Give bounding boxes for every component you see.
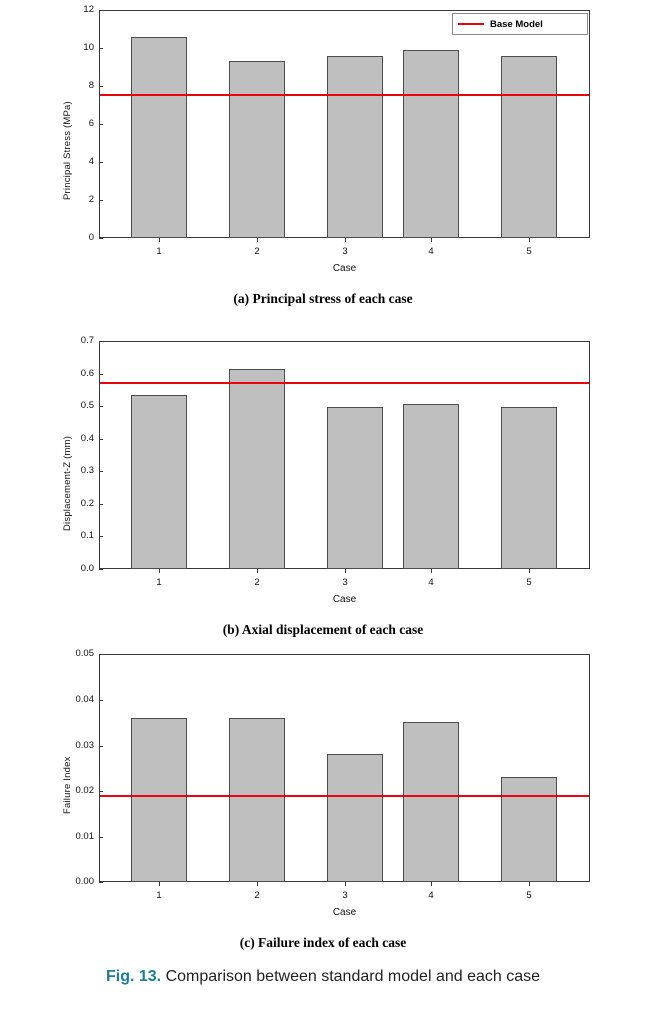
y-tick-label-a-0: 0 xyxy=(88,232,94,243)
x-tick-label-a-2: 2 xyxy=(254,246,260,257)
y-tick-label-b-01: 0.1 xyxy=(80,530,94,541)
subcaption-a: (a) Principal stress of each case xyxy=(233,291,413,306)
x-tick-label-c-4: 4 xyxy=(428,890,434,901)
y-tick-label-a-8: 8 xyxy=(88,80,94,91)
subcaption-b: (b) Axial displacement of each case xyxy=(222,622,424,637)
y-tick-mark-a-0 xyxy=(99,238,103,239)
x-tick-mark-c-5 xyxy=(529,882,530,886)
x-axis-title-b: Case xyxy=(332,594,357,605)
x-tick-label-b-4: 4 xyxy=(428,577,434,588)
bar-c-case-2 xyxy=(229,718,285,882)
x-tick-label-b-3: 3 xyxy=(342,577,348,588)
subcaption-c: (c) Failure index of each case xyxy=(239,935,407,950)
y-tick-label-b-03: 0.3 xyxy=(80,465,94,476)
x-tick-mark-a-4 xyxy=(431,238,432,242)
x-tick-label-c-1: 1 xyxy=(156,890,162,901)
y-tick-mark-a-2 xyxy=(99,200,103,201)
y-tick-mark-b-03 xyxy=(99,471,103,472)
y-tick-mark-b-02 xyxy=(99,504,103,505)
y-tick-mark-b-05 xyxy=(99,406,103,407)
y-tick-mark-a-12 xyxy=(99,10,103,11)
x-tick-label-a-3: 3 xyxy=(342,246,348,257)
y-tick-label-b-05: 0.5 xyxy=(80,400,94,411)
x-tick-label-b-5: 5 xyxy=(526,577,532,588)
bar-b-case-1 xyxy=(131,395,187,569)
y-tick-label-c-004: 0.04 xyxy=(75,694,94,705)
y-tick-label-c-000: 0.00 xyxy=(75,876,94,887)
base-model-line-c xyxy=(100,795,589,797)
y-tick-label-a-10: 10 xyxy=(83,42,94,53)
y-tick-mark-a-8 xyxy=(99,86,103,87)
x-tick-mark-a-1 xyxy=(159,238,160,242)
x-tick-mark-c-4 xyxy=(431,882,432,886)
y-tick-mark-a-4 xyxy=(99,162,103,163)
bar-b-case-2 xyxy=(229,369,285,569)
x-tick-label-b-1: 1 xyxy=(156,577,162,588)
x-tick-mark-c-2 xyxy=(257,882,258,886)
x-tick-label-a-5: 5 xyxy=(526,246,532,257)
x-tick-mark-a-2 xyxy=(257,238,258,242)
bar-c-case-5 xyxy=(501,777,557,882)
y-tick-label-a-12: 12 xyxy=(83,4,94,15)
y-tick-mark-c-004 xyxy=(99,700,103,701)
x-tick-mark-a-5 xyxy=(529,238,530,242)
figure-number: Fig. 13. xyxy=(105,968,162,985)
bar-a-case-1 xyxy=(131,37,187,238)
bar-a-case-2 xyxy=(229,61,285,238)
y-tick-mark-b-04 xyxy=(99,439,103,440)
y-tick-mark-c-003 xyxy=(99,746,103,747)
y-tick-mark-c-000 xyxy=(99,882,103,883)
y-tick-label-c-003: 0.03 xyxy=(75,740,94,751)
y-tick-label-a-6: 6 xyxy=(88,118,94,129)
x-tick-label-a-4: 4 xyxy=(428,246,434,257)
bar-c-case-4 xyxy=(403,722,459,882)
y-tick-mark-b-00 xyxy=(99,569,103,570)
bar-a-case-5 xyxy=(501,56,557,238)
x-axis-title-a: Case xyxy=(332,263,357,274)
figure-caption xyxy=(0,968,646,986)
y-tick-mark-c-005 xyxy=(99,654,103,655)
y-tick-mark-a-6 xyxy=(99,124,103,125)
x-tick-mark-c-1 xyxy=(159,882,160,886)
chart-failure-index xyxy=(0,644,646,954)
legend-label-base-model: Base Model xyxy=(490,18,543,30)
base-model-line-a xyxy=(100,94,589,96)
y-tick-mark-b-06 xyxy=(99,374,103,375)
x-tick-label-a-1: 1 xyxy=(156,246,162,257)
y-tick-label-a-2: 2 xyxy=(88,194,94,205)
legend-a xyxy=(452,13,588,35)
chart-axial-displacement xyxy=(0,331,646,641)
x-tick-mark-b-3 xyxy=(345,569,346,573)
x-tick-mark-b-2 xyxy=(257,569,258,573)
y-tick-mark-c-002 xyxy=(99,791,103,792)
y-tick-label-a-4: 4 xyxy=(88,156,94,167)
bar-a-case-4 xyxy=(403,50,459,238)
y-tick-label-b-07: 0.7 xyxy=(80,335,94,346)
bar-b-case-3 xyxy=(327,407,383,569)
bar-c-case-3 xyxy=(327,754,383,882)
y-tick-label-c-005: 0.05 xyxy=(75,648,94,659)
y-tick-label-b-06: 0.6 xyxy=(80,368,94,379)
bar-b-case-5 xyxy=(501,407,557,569)
x-tick-mark-b-4 xyxy=(431,569,432,573)
figure-caption-text: Comparison between standard model and each case xyxy=(165,968,541,985)
legend-line-swatch xyxy=(458,23,484,25)
x-tick-mark-b-5 xyxy=(529,569,530,573)
bar-c-case-1 xyxy=(131,718,187,882)
y-tick-label-b-04: 0.4 xyxy=(80,433,94,444)
y-tick-label-b-02: 0.2 xyxy=(80,498,94,509)
y-tick-mark-b-01 xyxy=(99,536,103,537)
x-tick-label-c-2: 2 xyxy=(254,890,260,901)
y-tick-mark-b-07 xyxy=(99,341,103,342)
x-tick-mark-c-3 xyxy=(345,882,346,886)
x-tick-label-c-5: 5 xyxy=(526,890,532,901)
y-axis-label-b: Displacement-Z (mm) xyxy=(62,435,73,531)
y-axis-label-c: Failure Index xyxy=(62,756,73,814)
y-tick-label-b-00: 0.0 xyxy=(80,563,94,574)
chart-principal-stress xyxy=(0,0,646,310)
bar-b-case-4 xyxy=(403,404,459,569)
x-tick-mark-b-1 xyxy=(159,569,160,573)
y-tick-mark-a-10 xyxy=(99,48,103,49)
y-tick-label-c-001: 0.01 xyxy=(75,831,94,842)
x-tick-label-c-3: 3 xyxy=(342,890,348,901)
x-tick-label-b-2: 2 xyxy=(254,577,260,588)
x-tick-mark-a-3 xyxy=(345,238,346,242)
y-tick-mark-c-001 xyxy=(99,837,103,838)
y-axis-label-a: Principal Stress (MPa) xyxy=(62,101,73,200)
base-model-line-b xyxy=(100,382,589,384)
x-axis-title-c: Case xyxy=(332,907,357,918)
bar-a-case-3 xyxy=(327,56,383,238)
y-tick-label-c-002: 0.02 xyxy=(75,785,94,796)
